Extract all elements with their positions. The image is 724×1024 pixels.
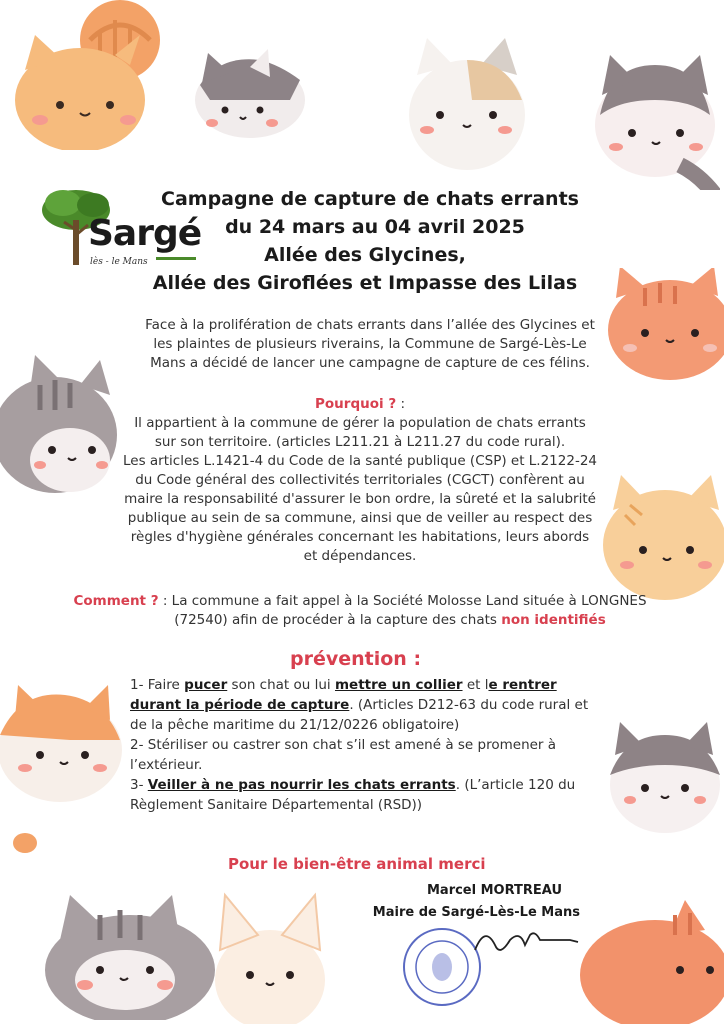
signature-block	[300, 880, 580, 924]
cat-illustration-orange-bottom-right	[575, 895, 724, 1024]
pourquoi-line-3: Les articles L.1421-4 du Code de la santé publique (CSP) et L.2122-24	[123, 453, 597, 469]
pourquoi-heading: Pourquoi ?	[315, 396, 397, 412]
pourquoi-line-2: sur son territoire. (articles L211.21 à L211.27 du code rural).	[154, 434, 566, 450]
comment-line-1	[30, 592, 690, 611]
item1-periode: durant la période de capture	[130, 697, 350, 713]
cat-illustration-white-top-center	[405, 20, 530, 180]
item1-text-c: et l	[462, 677, 489, 693]
prevention-item-2	[130, 735, 590, 775]
prevention-item-1-line-3: de la pêche maritime du 21/12/0226 obligatoire)	[130, 717, 460, 733]
prevention-list	[130, 675, 590, 815]
comment-section	[30, 592, 690, 630]
pourquoi-heading-row	[100, 395, 620, 414]
pourquoi-line-5: maire la responsabilité d'assurer le bon ordre, la sûreté et la salubrité	[124, 491, 596, 507]
mayor-name: Marcel MORTREAU	[426, 883, 562, 898]
prevention-item-1	[130, 675, 590, 735]
cat-illustration-gray-white-top	[190, 45, 310, 145]
cat-illustration-gray-white-right	[605, 720, 724, 840]
item1-collier: mettre un collier	[334, 677, 463, 693]
item1-text-d: . (Articles D212-63 du code rural et	[349, 697, 589, 713]
item3-text-a: 3-	[130, 777, 148, 793]
item1-text-b: son chat ou lui	[227, 677, 335, 693]
prevention-item-3-line-1	[130, 775, 590, 795]
logo-name: Sargé	[88, 213, 202, 254]
cat-illustration-orange-white-left	[0, 680, 125, 805]
intro-line-2: les plaintes de plusieurs riverains, la Commune de Sargé-Lès-Le	[153, 336, 587, 352]
prevention-item-1-line-2	[130, 695, 590, 715]
pourquoi-line-1: Il appartient à la commune de gérer la population de chats errants	[134, 415, 586, 431]
paw-icon	[10, 825, 40, 855]
prevention-item-2-line-2: l’extérieur.	[130, 757, 203, 773]
comment-text-1: : La commune a fait appel à la Société Molosse Land située à LONGNES	[158, 593, 647, 609]
pourquoi-colon: :	[396, 396, 405, 412]
item1-text-a: 1- Faire	[130, 677, 185, 693]
page-title	[120, 185, 610, 297]
item3-nourrir: Veiller à ne pas nourrir les chats errants	[147, 777, 456, 793]
pourquoi-line-8: et dépendances.	[303, 548, 417, 564]
pourquoi-section	[100, 395, 620, 566]
prevention-heading: prévention :	[290, 648, 422, 670]
intro-paragraph	[115, 316, 625, 373]
prevention-item-1-line-1	[130, 675, 590, 695]
prevention-item-3-line-2: Règlement Sanitaire Départemental (RSD))	[130, 797, 423, 813]
pourquoi-line-4: du Code général des collectivités territoriales (CGCT) confèrent au	[135, 472, 585, 488]
comment-line-2	[30, 611, 690, 630]
logo-subtitle: lès - le Mans	[90, 257, 148, 267]
comment-heading: Comment ?	[73, 593, 159, 609]
item3-text-b: . (L’article 120 du	[455, 777, 576, 793]
prevention-item-2-line-1: 2- Stériliser ou castrer son chat s’il est amené à se promener à	[130, 737, 557, 753]
intro-line-1: Face à la prolifération de chats errants dans l’allée des Glycines et	[145, 317, 595, 333]
item1-rentrer: e rentrer	[488, 677, 557, 693]
pourquoi-line-7: règles d'hygiène générales concernant les habitations, leurs abords	[130, 529, 590, 545]
cat-illustration-gray-tabby-bottom-left	[40, 880, 215, 1020]
closing-message: Pour le bien-être animal merci	[228, 855, 486, 873]
cat-illustration-orange-top-left	[10, 0, 160, 150]
title-line-3: Allée des Glycines,	[264, 244, 466, 266]
item1-pucer: pucer	[184, 677, 228, 693]
title-line-2: du 24 mars au 04 avril 2025	[225, 216, 525, 238]
mayor-title: Maire de Sargé-Lès-Le Mans	[372, 905, 580, 920]
prevention-item-3	[130, 775, 590, 815]
pourquoi-line-6: publique au sein de sa commune, ainsi que de veiller au respect des	[127, 510, 593, 526]
handwritten-signature	[470, 925, 580, 965]
comment-highlight: non identifiés	[501, 612, 606, 628]
intro-line-3: Mans a décidé de lancer une campagne de capture de ces félins.	[150, 355, 590, 371]
title-line-1: Campagne de capture de chats errants	[161, 188, 579, 210]
comment-text-2: (72540) afin de procéder à la capture des chats	[174, 612, 502, 628]
title-line-4: Allée des Giroflées et Impasse des Lilas	[152, 272, 578, 294]
cat-illustration-gray-top-right	[590, 45, 720, 190]
